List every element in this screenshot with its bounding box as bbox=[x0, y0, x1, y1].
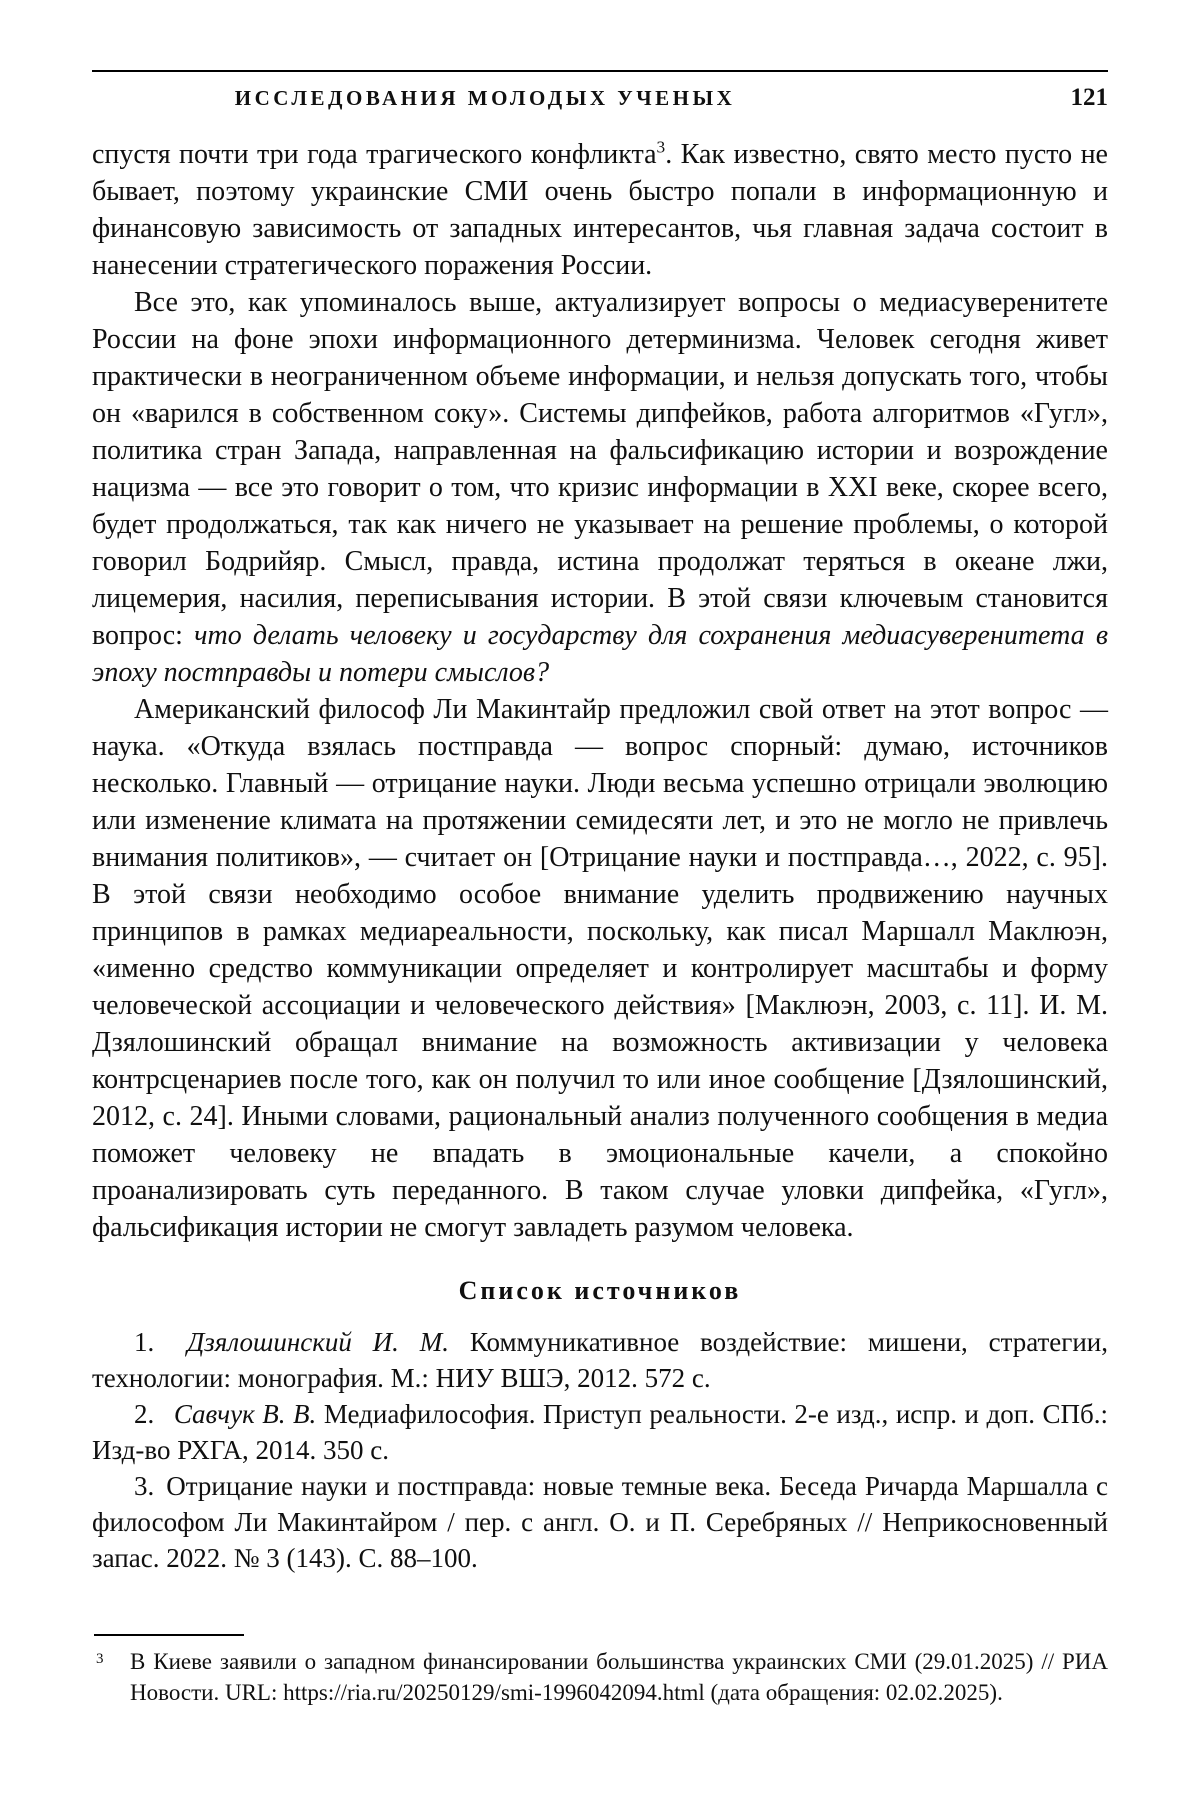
page-number: 121 bbox=[1070, 84, 1108, 111]
footnote-rule bbox=[94, 1634, 244, 1636]
reference-author: Дзялошинский И. М. bbox=[187, 1327, 449, 1357]
sources-heading: Список источников bbox=[458, 1276, 742, 1305]
paragraph-text: . Как известно, свято место пусто не бывает, поэтому украинские СМИ очень быстро попали в информационную и финансовую зависимость от западных интересантов, чья главная задача состоит в нанесении стратегического поражения России. bbox=[92, 139, 1108, 281]
paragraph-text-italic: что делать человеку и государству для сохранения медиасуверенитета в эпоху постправды и потери смыслов? bbox=[92, 620, 1109, 688]
reference-author: Савчук В. В. bbox=[173, 1399, 317, 1429]
footnote-area bbox=[92, 1634, 1108, 1708]
paragraph-2 bbox=[92, 284, 1108, 691]
running-title: ИССЛЕДОВАНИЯ МОЛОДЫХ УЧЕНЫХ bbox=[234, 86, 736, 110]
footnote bbox=[92, 1646, 1108, 1708]
paragraph-text: спустя почти три года трагического конфликта bbox=[92, 139, 657, 170]
references-list bbox=[92, 1324, 1108, 1576]
article-body bbox=[92, 136, 1108, 1246]
reference-item bbox=[92, 1396, 1108, 1468]
reference-item bbox=[92, 1468, 1108, 1576]
paragraph-1 bbox=[92, 136, 1108, 284]
footnote-marker: 3 bbox=[96, 1651, 104, 1667]
reference-text: Коммуникативное воздействие: мишени, стратегии, технологии: монография. М.: НИУ ВШЭ, 2012. 572 с. bbox=[92, 1327, 1109, 1393]
page-header bbox=[92, 78, 1108, 118]
footnote-reference-marker: 3 bbox=[656, 137, 666, 157]
reference-item bbox=[92, 1324, 1108, 1396]
footnote-text: В Киеве заявили о западном финансировании большинства украинских СМИ (29.01.2025) // РИА Новости. URL: https://ria.ru/20250129/smi-1996042094.html (дата обращения: 02.02.2025). bbox=[130, 1649, 1108, 1705]
paragraph-3: Американский философ Ли Макинтайр предложил свой ответ на этот вопрос — наука. «Откуда взялась постправда — вопрос спорный: думаю, источников несколько. Главный — отрицание науки. Люди весьма успешно отрицали эволюцию или изменение климата на протяжении семидесяти лет, и это не могло не привлечь внимания политиков», — считает он [Отрицание науки и постправда…, 2022, с. 95]. В этой связи необходимо особое внимание уделить продвижению научных принципов в рамках медиареальности, поскольку, как писал Маршалл Маклюэн, «именно средство коммуникации определяет и контролирует масштабы и форму человеческой ассоциации и человеческого действия» [Маклюэн, 2003, с. 11]. И. М. Дзялошинский обращал внимание на возможность активизации у человека контрсценариев после того, как он получил то или иное сообщение [Дзялошинский, 2012, с. 24]. Иными словами, рациональный анализ полученного сообщения в медиа поможет человеку не впадать в эмоциональные качели, а спокойно проанализировать суть переданного. В таком случае уловки дипфейка, «Гугл», фальсификация истории не смогут завладеть разумом человека. bbox=[92, 694, 1108, 1243]
reference-text: Отрицание науки и постправда: новые темные века. Беседа Ричарда Маршалла с философом Ли Макинтайром / пер. с англ. О. и П. Серебряных // Неприкосновенный запас. 2022. № 3 (143). С. 88–100. bbox=[92, 1471, 1108, 1573]
paragraph-text: Все это, как упоминалось выше, актуализирует вопросы о медиасуверенитете России на фоне эпохи информационного детерминизма. Человек сегодня живет практически в неограниченном объеме информации, и нельзя допускать того, чтобы он «варился в собственном соку». Системы дипфейков, работа алгоритмов «Гугл», политика стран Запада, направленная на фальсификацию истории и возрождение нацизма — все это говорит о том, что кризис информации в XXI веке, скорее всего, будет продолжаться, так как ничего не указывает на решение проблемы, о которой говорил Бодрийяр. Смысл, правда, истина продолжат теряться в океане лжи, лицемерия, насилия, переписывания истории. В этой связи ключевым становится вопрос: bbox=[92, 287, 1108, 651]
reference-number: 1. bbox=[134, 1327, 155, 1357]
reference-text: Медиафилософия. Приступ реальности. 2-е изд., испр. и доп. СПб.: Изд-во РХГА, 2014. 350 с. bbox=[92, 1399, 1109, 1465]
reference-number: 3. bbox=[134, 1471, 155, 1501]
reference-number: 2. bbox=[134, 1399, 155, 1429]
header-rule bbox=[92, 70, 1108, 72]
